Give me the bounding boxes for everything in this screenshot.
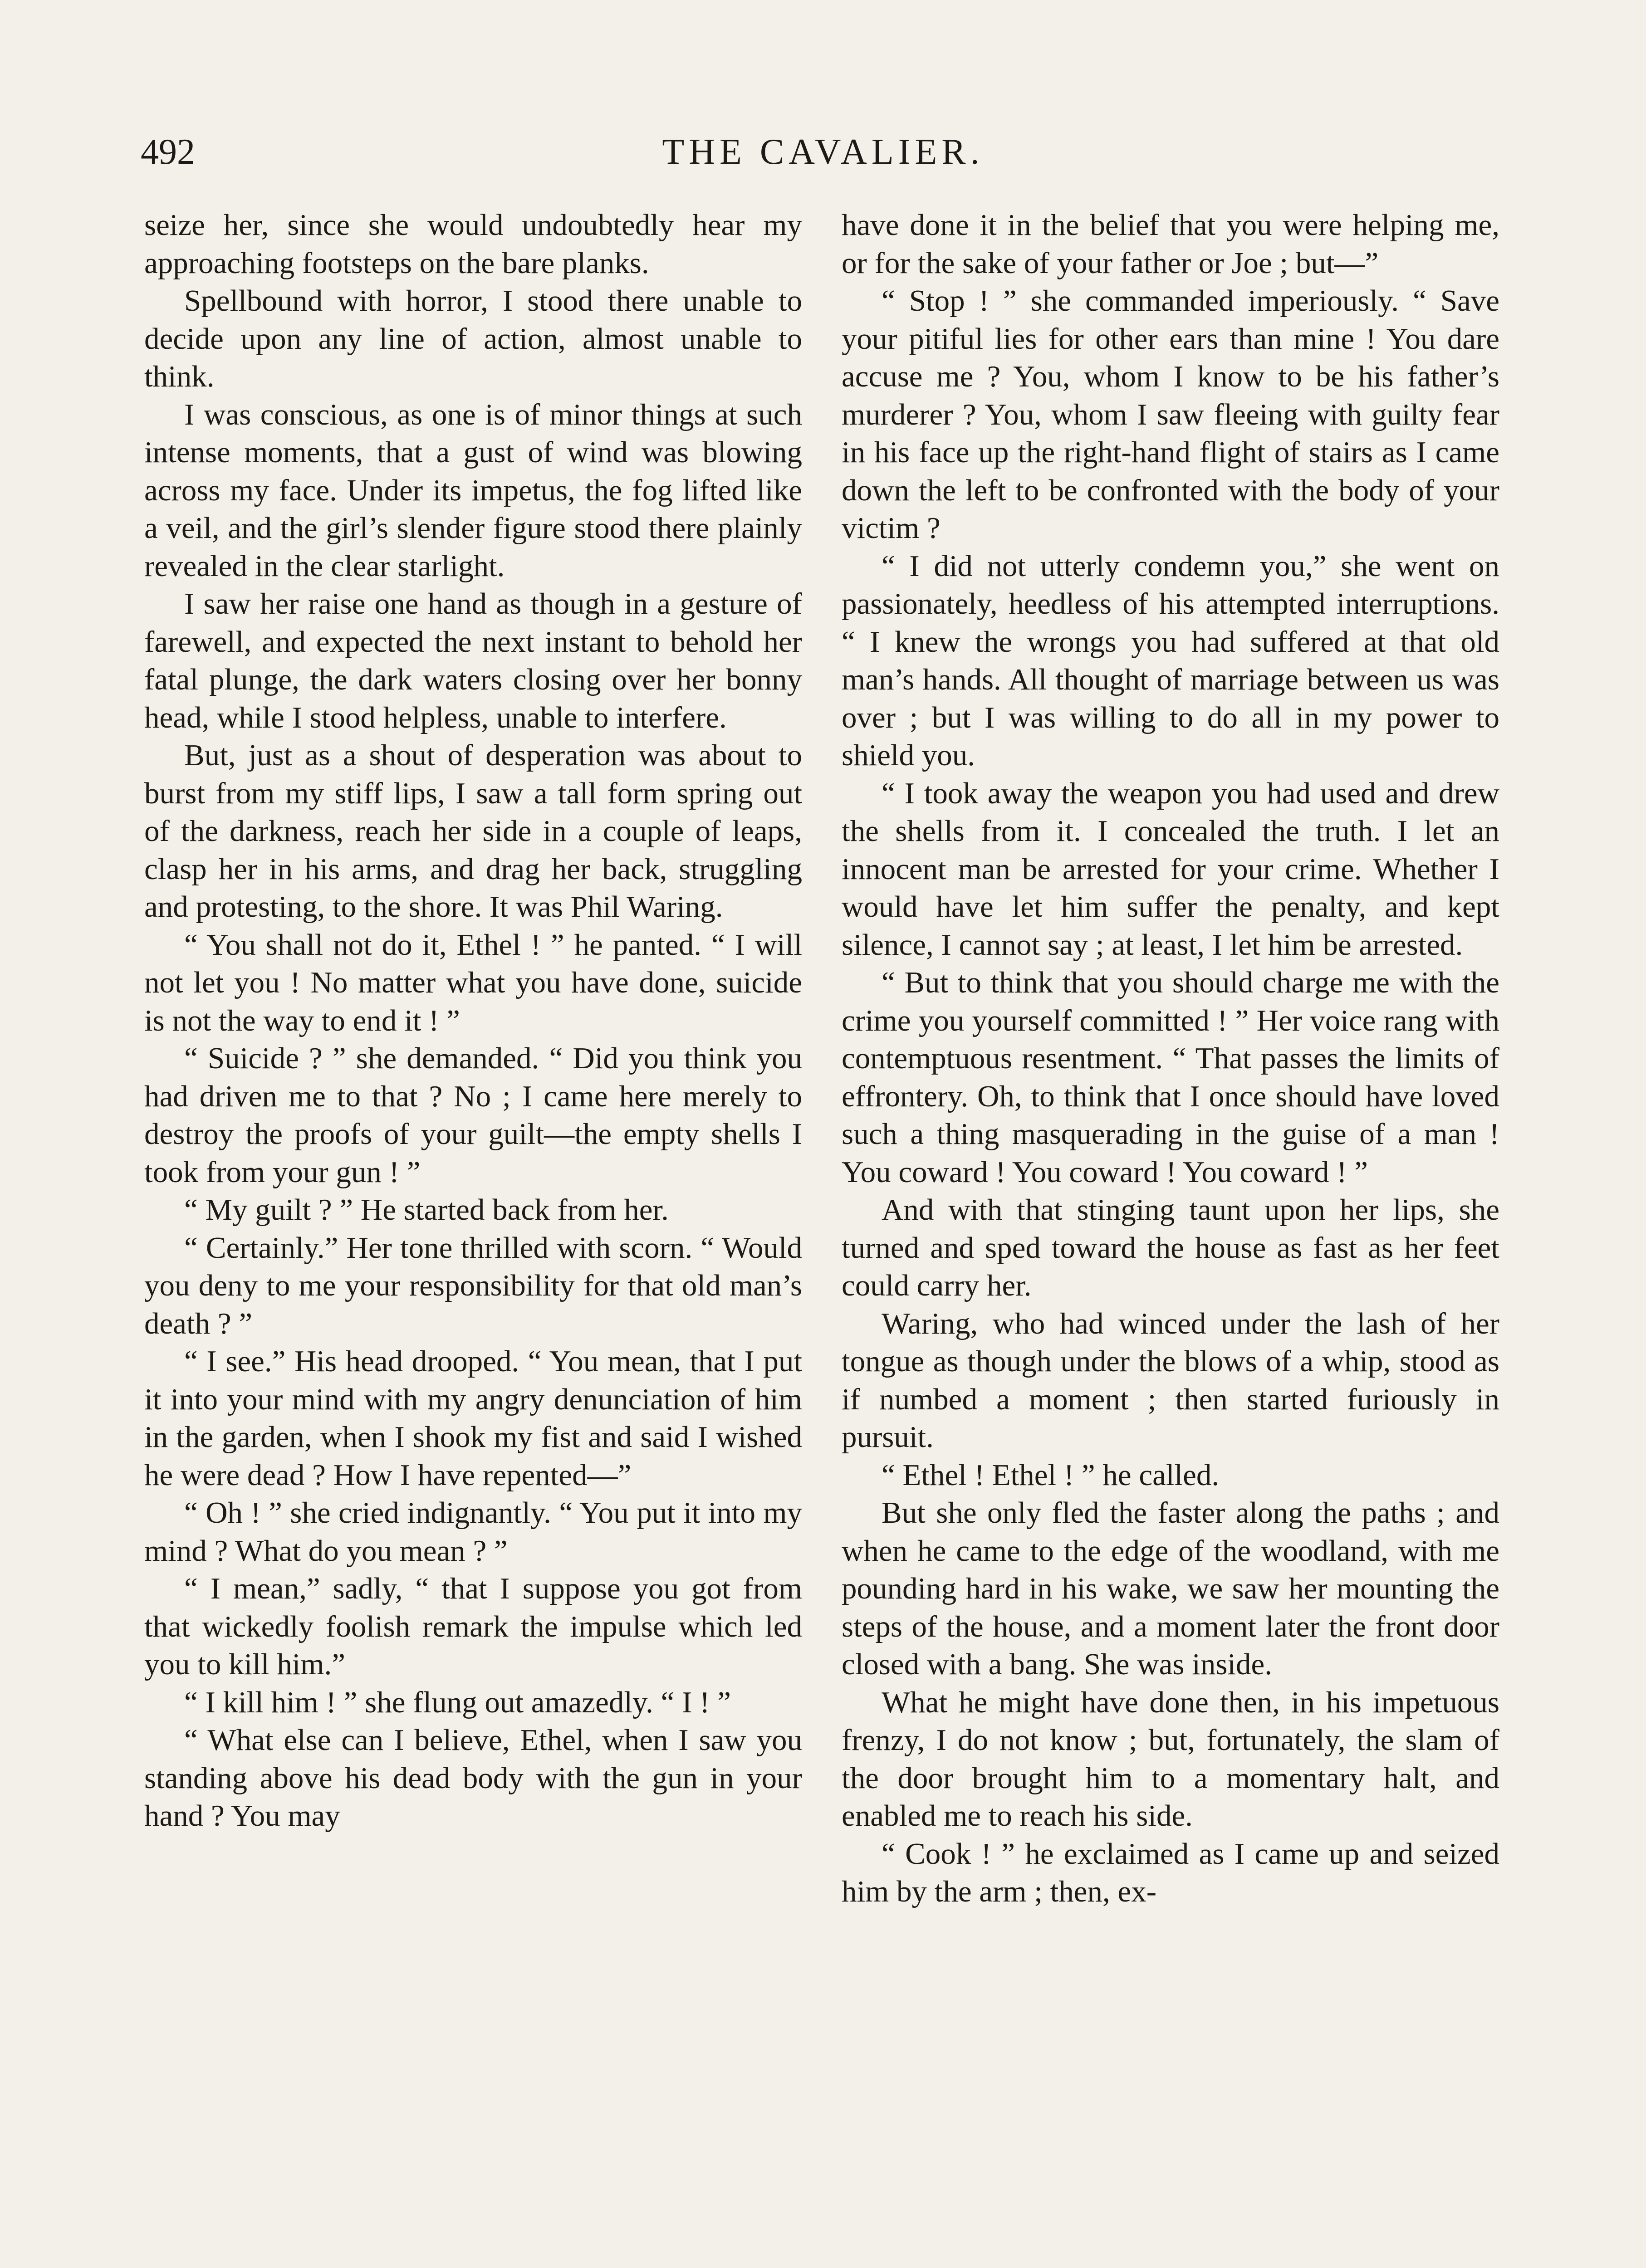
paragraph: seize her, since she would undoubtedly hear my approaching footsteps on the bare planks. (144, 208, 802, 280)
paragraph: “ I kill him ! ” she flung out amazedly. “ I ! ” (184, 1685, 731, 1719)
paragraph: “ Suicide ? ” she demanded. “ Did you think you had driven me to that ? No ; I came here merely to destroy the proofs of your guilt—the empty shells I took from your gun ! ” (144, 1041, 802, 1189)
paragraph: But, just as a shout of desperation was about to burst from my stiff lips, I saw a tall form spring out of the darkness, reach her side in a couple of leaps, clasp her in his arms, and drag her back, struggling and protesting, to the shore. It was Phil Waring. (144, 738, 802, 924)
paragraph: “ I did not utterly condemn you,” she went on passionately, heedless of his attempted interruptions. “ I knew the wrongs you had suffered at that old man’s hands. All thought of marriage between us was over ; but I was willing to do all in my power to shield you. (842, 549, 1499, 772)
paragraph: “ My guilt ? ” He started back from her. (184, 1193, 669, 1227)
paragraph: “ You shall not do it, Ethel ! ” he panted. “ I will not let you ! No matter what you have done, suicide is not the way to end it ! ” (144, 928, 802, 1037)
paragraph: “ What else can I believe, Ethel, when I saw you standing above his dead body with the gun in your hand ? You may (144, 1723, 802, 1833)
paragraph: And with that stinging taunt upon her lips, she turned and sped toward the house as fast as her feet could carry her. (842, 1193, 1499, 1302)
paragraph: What he might have done then, in his impetuous frenzy, I do not know ; but, fortunately, the slam of the door brought him to a momentary halt, and enabled me to reach his side. (842, 1685, 1499, 1833)
paragraph: I saw her raise one hand as though in a gesture of farewell, and expected the next instant to behold her fatal plunge, the dark waters closing over her bonny head, while I stood helpless, unable to interfere. (144, 587, 802, 734)
paragraph: “ Oh ! ” she cried indignantly. “ You put it into my mind ? What do you mean ? ” (144, 1496, 802, 1568)
paragraph: Spellbound with horror, I stood there unable to decide upon any line of action, almost unable to think. (144, 284, 802, 393)
paragraph: But she only fled the faster along the paths ; and when he came to the edge of the woodland, with me pounding hard in his wake, we saw her mounting the steps of the house, and a moment later the front door closed with a bang. She was inside. (842, 1496, 1499, 1681)
paragraph: “ I mean,” sadly, “ that I suppose you got from that wickedly foolish remark the impulse which led you to kill him.” (144, 1572, 802, 1681)
left-column (144, 206, 802, 1835)
page-number: 492 (141, 132, 195, 172)
paragraph: have done it in the belief that you were helping me, or for the sake of your father or Joe ; but—” (842, 208, 1499, 280)
paragraph: “ Cook ! ” he exclaimed as I came up and seized him by the arm ; then, ex- (842, 1837, 1499, 1908)
paragraph: “ Certainly.” Her tone thrilled with scorn. “ Would you deny to me your responsibility for that old man’s death ? ” (144, 1231, 802, 1340)
right-column (842, 206, 1499, 1911)
paragraph: “ I see.” His head drooped. “ You mean, that I put it into your mind with my angry denunciation of him in the garden, when I shook my fist and said I wished he were dead ? How I have repented—” (144, 1344, 802, 1492)
paragraph: I was conscious, as one is of minor things at such intense moments, that a gust of wind was blowing across my face. Under its impetus, the fog lifted like a veil, and the girl’s slender figure stood there plainly revealed in the clear starlight. (144, 397, 802, 583)
running-head: THE CAVALIER. (662, 132, 984, 172)
paragraph: “ But to think that you should charge me with the crime you yourself committed ! ” Her voice rang with contemptuous resentment. “ That passes the limits of effrontery. Oh, to think that I once should have loved such a thing masquerading in the guise of a man ! You coward ! You coward ! You coward ! ” (842, 966, 1499, 1189)
paragraph: “ Stop ! ” she commanded imperiously. “ Save your pitiful lies for other ears than mine ! You dare accuse me ? You, whom I know to be his father’s murderer ? You, whom I saw fleeing with guilty fear in his face up the right-hand flight of stairs as I came down the left to be confronted with the body of your victim ? (842, 284, 1499, 545)
paragraph: “ I took away the weapon you had used and drew the shells from it. I concealed the truth. I let an innocent man be arrested for your crime. Whether I would have let him suffer the penalty, and kept silence, I cannot say ; at least, I let him be arrested. (842, 776, 1499, 962)
paragraph: “ Ethel ! Ethel ! ” he called. (882, 1458, 1220, 1492)
paragraph: Waring, who had winced under the lash of her tongue as though under the blows of a whip, stood as if numbed a moment ; then started furiously in pursuit. (842, 1306, 1499, 1454)
